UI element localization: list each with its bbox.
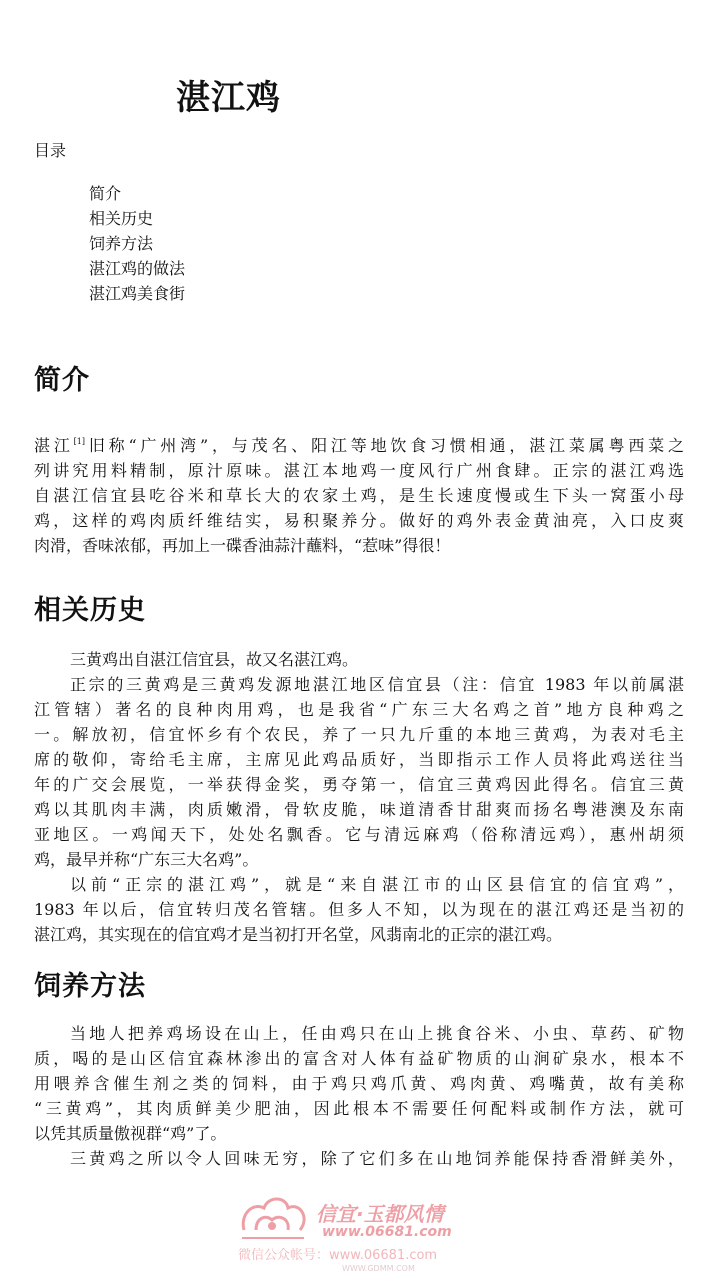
text-run: 湛江 [34, 436, 74, 455]
section-body-intro [34, 433, 684, 558]
watermark-wechat: 微信公众帐号：www.06681.com [238, 1248, 438, 1263]
text-line: “三黄鸡”，其肉质鲜美少肥油，因此根本不需要任何配料或制作方法，就可 [34, 1099, 684, 1118]
text-line: 肉滑，香味浓郁，再加上一碟香油蒜汁蘸料，“惹味”得很！ [34, 536, 451, 555]
toc-item-recipe[interactable]: 湛江鸡的做法 [89, 259, 186, 278]
toc-item-history[interactable]: 相关历史 [89, 209, 154, 228]
text-line: 正宗的三黄鸡是三黄鸡发源地湛江地区信宜县（注：信宜 1983 年以前属湛 [70, 675, 684, 694]
text-line: 一。解放初，信宜怀乡有个农民，养了一只九斤重的本地三黄鸡，为表对毛主 [34, 725, 684, 744]
text-line: 以凭其质量傲视群“鸡”了。 [34, 1124, 227, 1143]
watermark-site: WWW.GDMM.COM [342, 1264, 415, 1273]
section-body-history [34, 647, 684, 947]
text-run: 旧称“广州湾”，与茂名、阳江等地饮食习惯相通，湛江菜属粤西菜之 [85, 436, 684, 455]
text-line: 三黄鸡之所以令人回味无穷，除了它们多在山地饲养能保持香滑鲜美外， [70, 1149, 684, 1168]
toc-item-food-street[interactable]: 湛江鸡美食街 [89, 284, 186, 303]
text-line: 鸡，最早并称“广东三大名鸡”。 [34, 850, 259, 869]
text-line [34, 433, 684, 458]
text-line: 自湛江信宜县吃谷米和草长大的农家土鸡，是生长速度慢或生下头一窝蛋小母 [34, 486, 684, 505]
table-of-contents [89, 181, 185, 306]
text-line: 用喂养含催生剂之类的饲料，由于鸡只鸡爪黄、鸡肉黄、鸡嘴黄，故有美称 [34, 1074, 684, 1093]
toc-label: 目录 [34, 141, 67, 160]
section-heading-raising: 饲养方法 [34, 971, 146, 1002]
text-line: 江管辖）著名的良种肉用鸡，也是我省“广东三大名鸡之首”地方良种鸡之 [34, 700, 684, 719]
section-heading-history: 相关历史 [34, 595, 146, 626]
text-line: 1983 年以后，信宜转归茂名管辖。但多人不知，以为现在的湛江鸡还是当初的 [34, 900, 684, 919]
watermark-url: www.06681.com [322, 1224, 452, 1240]
text-line: 席的敬仰，寄给毛主席，主席见此鸡品质好，当即指示工作人员将此鸡送往当 [34, 750, 684, 769]
section-heading-intro: 简介 [34, 365, 90, 396]
text-line: 年的广交会展览，一举获得金奖，勇夺第一，信宜三黄鸡因此得名。信宜三黄 [34, 775, 684, 794]
toc-item-raising[interactable]: 饲养方法 [89, 234, 154, 253]
text-line: 三黄鸡出自湛江信宜县，故又名湛江鸡。 [70, 650, 359, 669]
toc-item-intro[interactable]: 简介 [89, 184, 122, 203]
text-line: 列讲究用料精制，原汁原味。湛江本地鸡一度风行广州食肆。正宗的湛江鸡选 [34, 461, 684, 480]
text-line: 亚地区。一鸡闻天下，处处名飘香。它与清远麻鸡（俗称清远鸡），惠州胡须 [34, 825, 684, 844]
text-line: 湛江鸡，其实现在的信宜鸡才是当初打开名堂，风翡南北的正宗的湛江鸡。 [34, 925, 563, 944]
text-line: 以前“正宗的湛江鸡”，就是“来自湛江市的山区县信宜的信宜鸡”， [70, 875, 684, 894]
page-title: 湛江鸡 [176, 78, 281, 118]
section-body-raising [34, 1021, 684, 1171]
text-line: 鸡以其肌肉丰满，肉质嫩滑，骨软皮脆，味道清香甘甜爽而扬名粤港澳及东南 [34, 800, 684, 819]
text-line: 质，喝的是山区信宜森林渗出的富含对人体有益矿物质的山涧矿泉水，根本不 [34, 1049, 684, 1068]
text-line: 当地人把养鸡场设在山上，任由鸡只在山上挑食谷米、小虫、草药、矿物 [70, 1024, 684, 1043]
text-line: 鸡，这样的鸡肉质纤维结实，易积聚养分。做好的鸡外表金黄油亮，入口皮爽 [34, 511, 684, 530]
flower-logo-icon [234, 1190, 314, 1250]
watermark-brand: 信宜·玉都风情 [316, 1202, 444, 1226]
citation-link[interactable]: [1] [73, 437, 85, 446]
watermark [232, 1188, 482, 1278]
